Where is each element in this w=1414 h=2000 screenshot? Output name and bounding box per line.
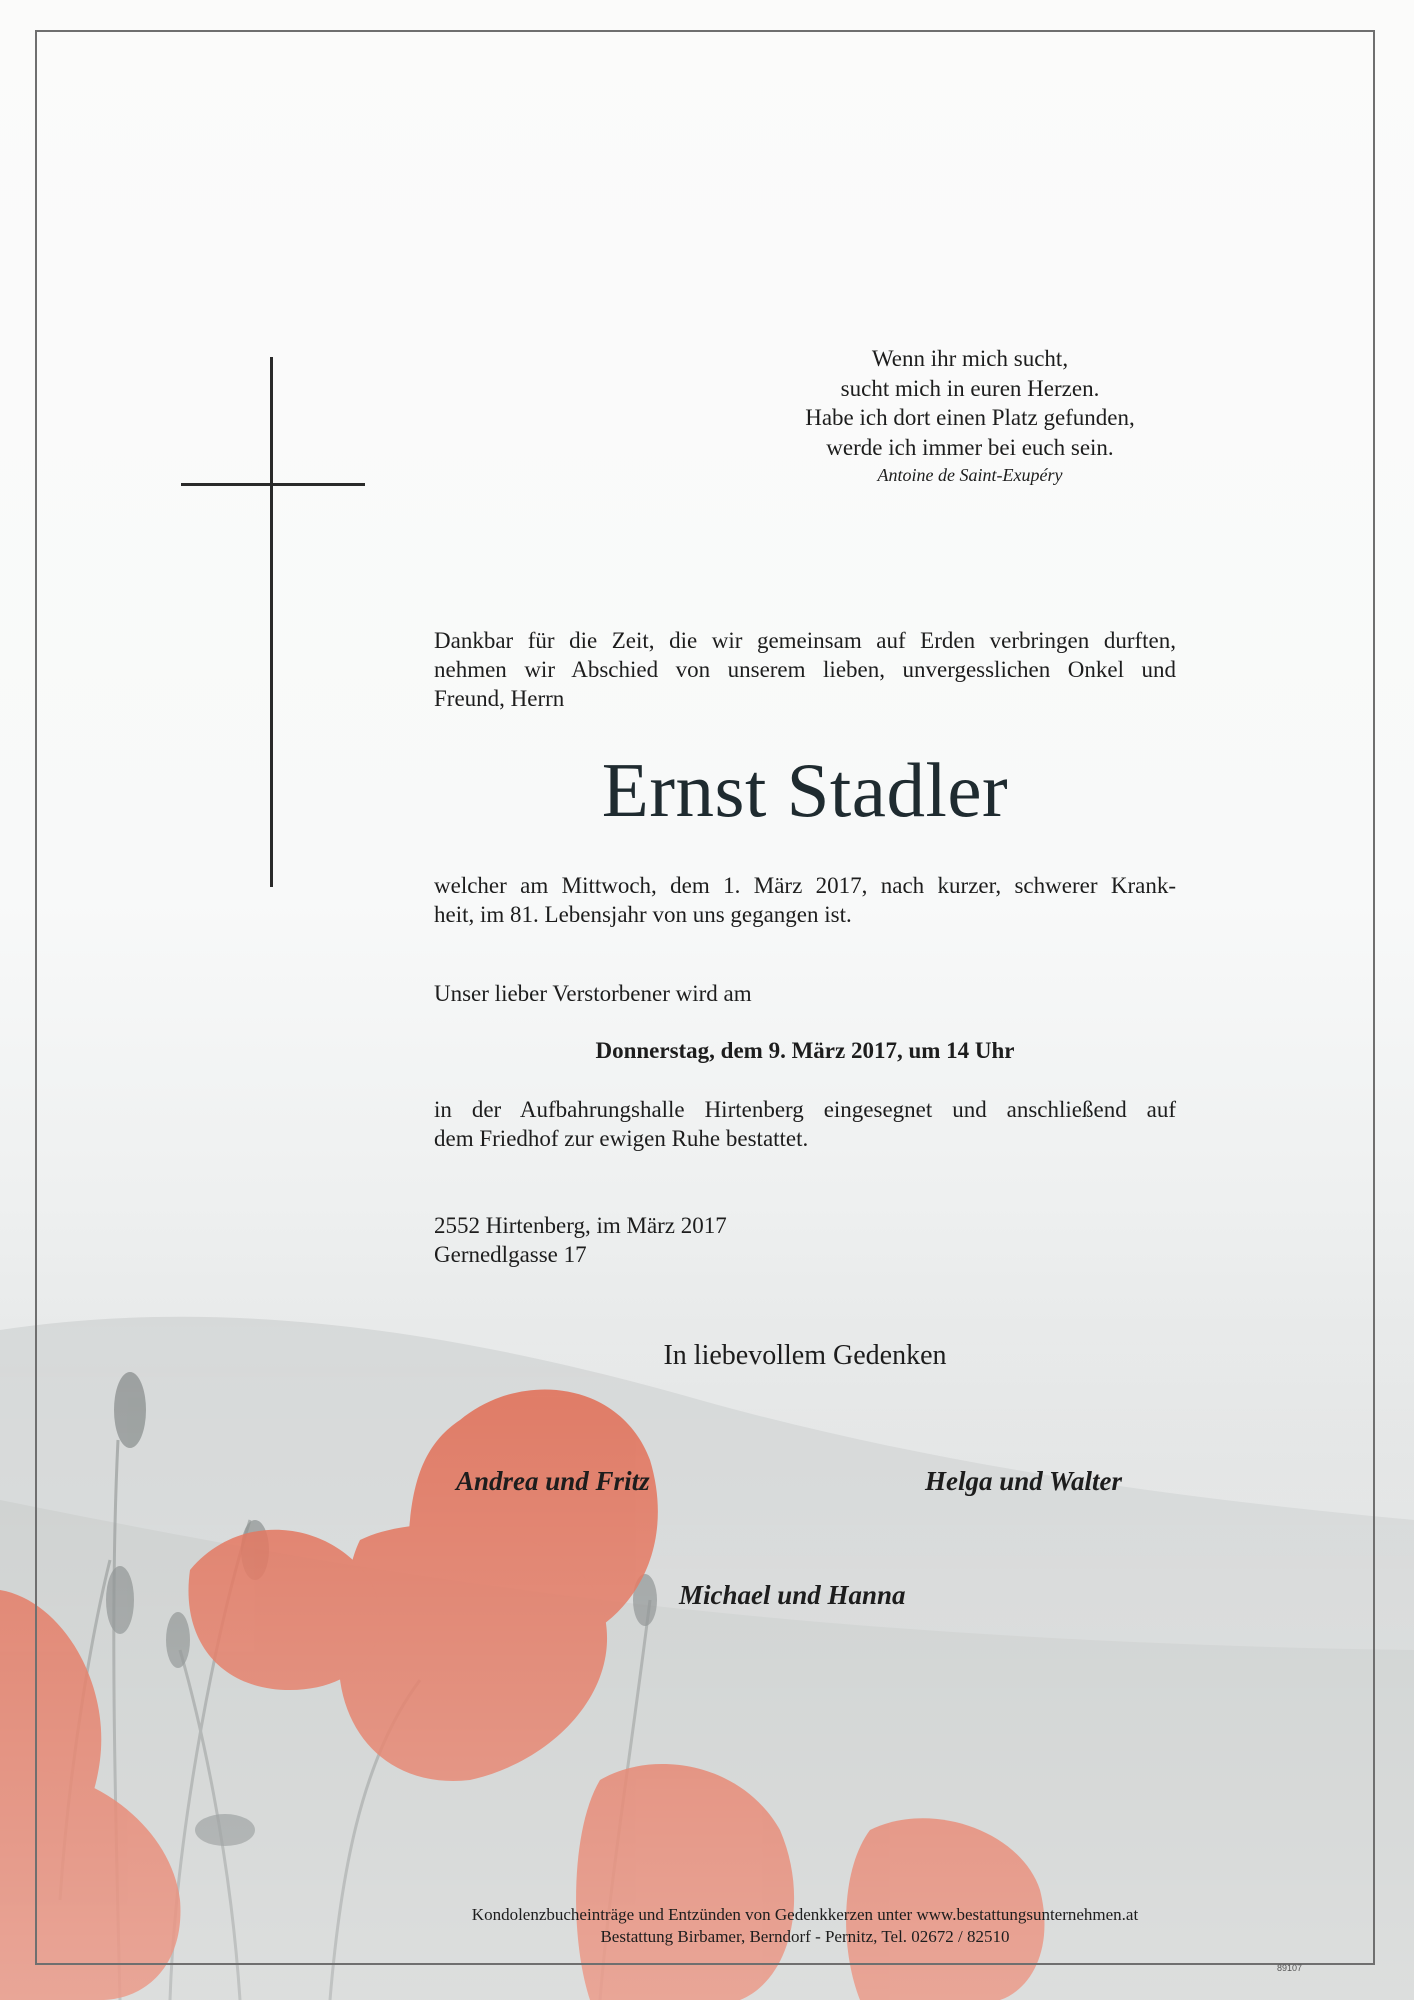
footer-funeral-home-line: Bestattung Birbamer, Berndorf - Pernitz, Tel. 02672 / 82510 bbox=[600, 1927, 1010, 1946]
quote-line: sucht mich in euren Herzen. bbox=[840, 375, 1100, 401]
footer bbox=[380, 1904, 1230, 1948]
place-date-line: 2552 Hirtenberg, im März 2017 bbox=[434, 1213, 727, 1238]
intro-line: Dankbar für die Zeit, die wir gemeinsam auf Erden verbringen durften, bbox=[434, 628, 1176, 653]
funeral-paragraph bbox=[434, 1095, 1176, 1153]
quote-line: Habe ich dort einen Platz gefunden, bbox=[805, 405, 1135, 430]
cross-icon bbox=[270, 357, 273, 887]
death-notice-paragraph bbox=[434, 871, 1176, 929]
death-notice-line: welcher am Mittwoch, dem 1. März 2017, nach kurzer, schwerer Krank- bbox=[434, 873, 1176, 898]
closing-phrase: In liebevollem Gedenken bbox=[663, 1340, 947, 1371]
intro-paragraph bbox=[434, 626, 1176, 713]
mourner-name: Andrea und Fritz bbox=[456, 1466, 650, 1496]
mourner-name: Michael und Hanna bbox=[679, 1580, 906, 1610]
quote-line: werde ich immer bei euch sein. bbox=[826, 434, 1114, 460]
funeral-intro: Unser lieber Verstorbener wird am bbox=[434, 981, 752, 1006]
print-code: 89107 bbox=[1277, 1963, 1303, 1973]
mourner-name: Helga und Walter bbox=[925, 1466, 1123, 1496]
funeral-line: dem Friedhof zur ewigen Ruhe bestattet. bbox=[434, 1126, 809, 1151]
memorial-quote bbox=[760, 344, 1180, 462]
funeral-date: Donnerstag, dem 9. März 2017, um 14 Uhr bbox=[595, 1038, 1015, 1063]
intro-line: Freund, Herrn bbox=[434, 686, 565, 711]
funeral-line: in der Aufbahrungshalle Hirtenberg eingesegnet und anschließend auf bbox=[434, 1097, 1176, 1122]
cross-icon-crossbar bbox=[181, 483, 365, 486]
death-notice-line: heit, im 81. Lebensjahr von uns gegangen ist. bbox=[434, 902, 852, 927]
footer-condolence-line: Kondolenzbucheinträge und Entzünden von Gedenkkerzen unter www.bestattungsunternehmen.at bbox=[471, 1905, 1139, 1924]
address-line: Gernedlgasse 17 bbox=[434, 1242, 587, 1267]
quote-line: Wenn ihr mich sucht, bbox=[871, 346, 1069, 371]
intro-line: nehmen wir Abschied von unserem lieben, unvergesslichen Onkel und bbox=[434, 657, 1176, 682]
quote-author: Antoine de Saint-Exupéry bbox=[877, 465, 1063, 485]
deceased-name: Ernst Stadler bbox=[601, 747, 1009, 833]
